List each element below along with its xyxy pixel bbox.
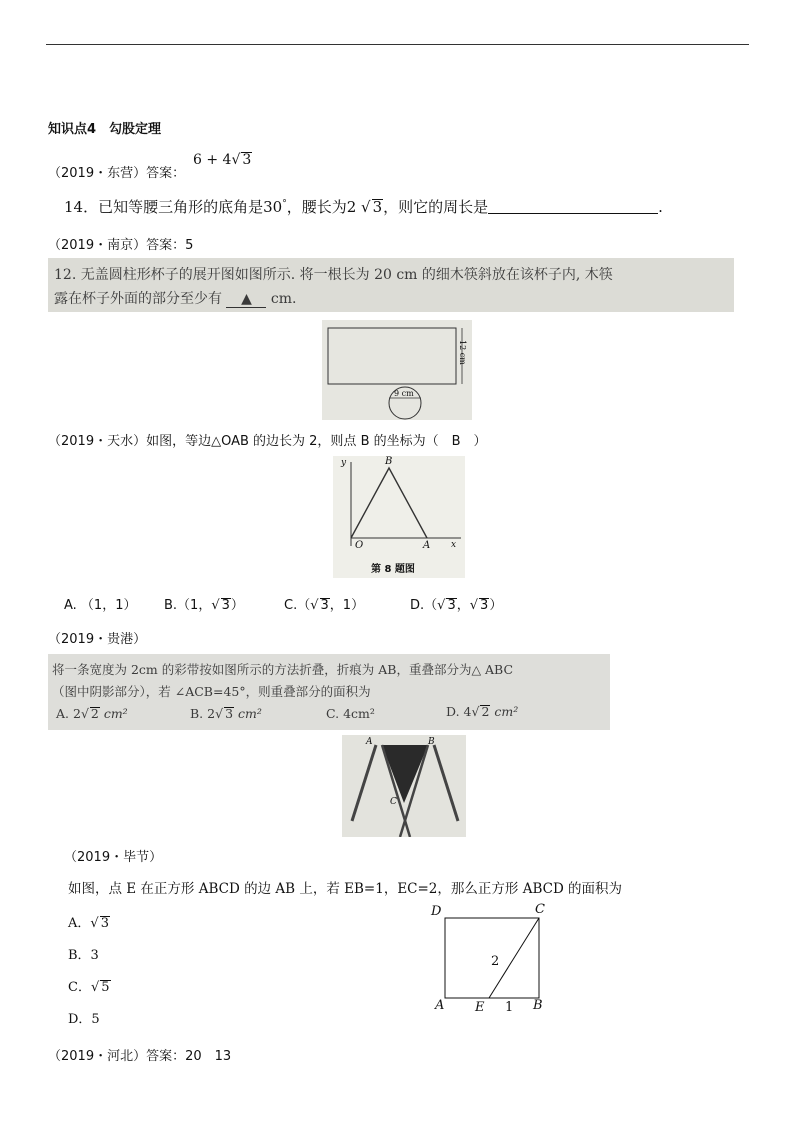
cup-net-diagram [322, 320, 472, 420]
guigang-line1: 将一条宽度为 2cm 的彩带按如图所示的方法折叠，折痕为 AB，重叠部分为△ ABC [52, 662, 514, 677]
label-x: x [451, 540, 457, 550]
guigang-option-b: B. 2√ 3 cm² [190, 706, 262, 721]
bijie-option-a: A．√ 3 [68, 916, 109, 931]
label-a: A [423, 540, 431, 551]
dongying-question: 14．已知等腰三角形的底角是30°，腰长为2 √ 3，则它的周长是 . [64, 198, 663, 216]
nanjing-source: （2019・南京）答案：5 [48, 238, 194, 253]
label-y: y [341, 458, 347, 468]
guigang-line2: （图中阴影部分），若 ∠ACB=45°，则重叠部分的面积为 [52, 684, 371, 699]
height-label: 12 cm [458, 340, 467, 365]
label-e: E [475, 1000, 485, 1015]
label-b: B [385, 456, 393, 467]
ribbon-fold-figure [342, 735, 466, 837]
label-o: O [355, 540, 364, 551]
cup-net-figure [322, 320, 472, 420]
guigang-option-c: C. 4cm² [326, 706, 375, 721]
fig-caption: 第 8 题图 [371, 564, 415, 575]
label-d: D [431, 904, 442, 919]
label-c: C [535, 902, 545, 917]
bijie-option-b: B．3 [68, 948, 99, 963]
answer-blank [488, 199, 658, 214]
label-one: 1 [505, 1000, 514, 1015]
bijie-question: 如图，点 E 在正方形 ABCD 的边 AB 上，若 EB=1，EC=2，那么正方形 ABCD 的面积为 [68, 881, 623, 897]
tianshui-option-a: A. （1，1） [64, 598, 137, 613]
tianshui-option-b: B.（1，√ 3） [164, 598, 244, 613]
dongying-answer: 6 + 4√ 3 [193, 152, 252, 168]
tianshui-option-d: D.（√ 3，√ 3） [410, 598, 503, 613]
guigang-question-scan [48, 654, 610, 730]
label-b: B [428, 737, 435, 747]
nanjing-line2: 露在杯子外面的部分至少有 ▲ cm. [54, 291, 297, 307]
label-a: A [435, 998, 445, 1013]
ribbon-fold-diagram [342, 735, 466, 837]
bijie-option-d: D．5 [68, 1012, 100, 1027]
label-b: B [533, 998, 543, 1013]
label-c: C [390, 797, 397, 807]
guigang-option-d: D. 4√ 2 cm² [446, 704, 519, 719]
tianshui-option-c: C.（√ 3，1） [284, 598, 365, 613]
diameter-label: 9 cm [394, 389, 414, 398]
hebei-source: （2019・河北）答案：20 13 [48, 1049, 232, 1064]
guigang-source: （2019・贵港） [48, 632, 147, 647]
guigang-option-a: A. 2√ 2 cm² [56, 706, 128, 721]
label-two: 2 [491, 954, 500, 969]
bijie-option-c: C．√ 5 [68, 980, 110, 995]
header-rule [46, 44, 749, 45]
square-figure [425, 902, 559, 1020]
section-title: 知识点4 勾股定理 [48, 122, 162, 137]
label-a: A [366, 737, 373, 747]
nanjing-question-scan [48, 258, 734, 312]
nanjing-line1: 12. 无盖圆柱形杯子的展开图如图所示. 将一根长为 20 cm 的细木筷斜放在该杯子内, 木筷 [54, 267, 613, 283]
triangle-blank: ▲ [226, 291, 266, 308]
dongying-source: （2019・东营）答案： [48, 166, 186, 181]
tianshui-source: （2019・天水）如图，等边△OAB 的边长为 2，则点 B 的坐标为（ B ） [48, 434, 487, 449]
bijie-source: （2019・毕节） [64, 850, 163, 865]
tianshui-figure [333, 456, 465, 578]
